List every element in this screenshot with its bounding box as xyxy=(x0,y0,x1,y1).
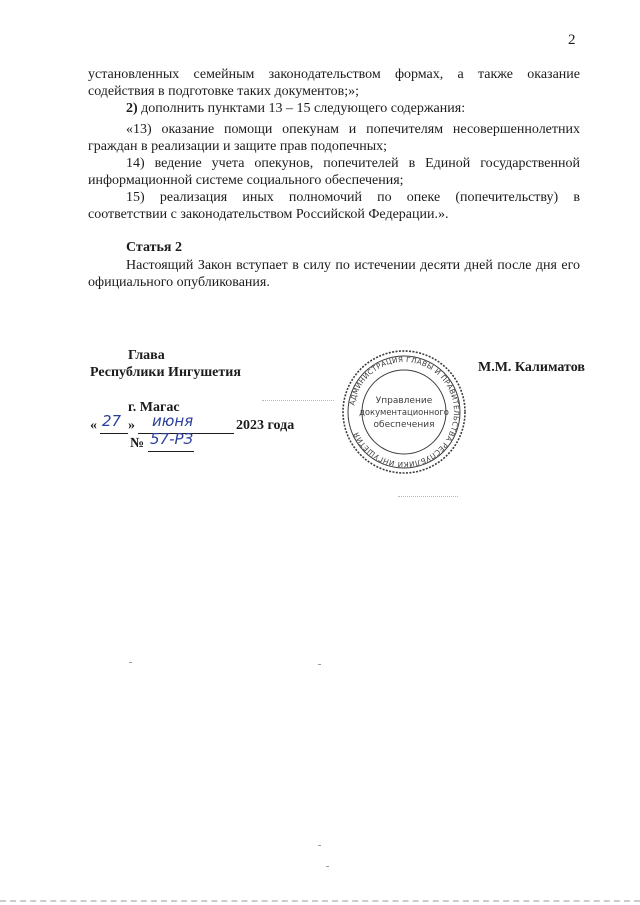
stamp-ring-text: АДМИНИСТРАЦИЯ ГЛАВЫ И ПРАВИТЕЛЬСТВА РЕСПУБЛИКИ ИНГУШЕТИЯ xyxy=(347,354,462,470)
number-underline xyxy=(148,451,194,452)
signatory-title-line-1: Глава xyxy=(128,348,165,363)
signature-trace xyxy=(262,400,334,401)
paragraph-2-text: дополнить пунктами 13 – 15 следующего содержания: xyxy=(137,101,466,116)
law-number-handwritten: 57-РЗ xyxy=(150,430,194,448)
stamp-line-1: Управление xyxy=(375,396,433,406)
signatory-title-line-2: Республики Ингушетия xyxy=(90,365,241,380)
date-year: 2023 года xyxy=(236,418,295,433)
stamp-line-2: документационного xyxy=(359,407,449,417)
scan-speck xyxy=(318,664,321,665)
paragraph-1-line-1: установленных семейным законодательством формах, а также оказание xyxy=(88,67,580,82)
article-2-text: Настоящий Закон вступает в силу по истечении десяти дней после дня его официального опубликования. xyxy=(88,258,580,290)
scan-speck xyxy=(129,662,132,663)
date-quote-open: « xyxy=(90,418,97,433)
day-underline xyxy=(100,433,128,434)
scan-artifact xyxy=(398,496,458,497)
number-prefix: № xyxy=(130,436,145,451)
scan-bottom-edge xyxy=(0,900,640,902)
stamp-line-3: обеспечения xyxy=(373,420,435,430)
scan-speck xyxy=(326,866,329,867)
date-month-handwritten: июня xyxy=(152,412,194,430)
scan-speck xyxy=(318,845,321,846)
date-quote-close: » xyxy=(128,418,135,433)
signatory-name: М.М. Калиматов xyxy=(478,360,585,375)
official-round-stamp xyxy=(340,348,468,476)
date-day-handwritten: 27 xyxy=(102,412,122,430)
paragraph-2 xyxy=(88,100,580,117)
paragraph-1-line-2: содействия в подготовке таких документов;»; xyxy=(88,84,359,99)
item-number: 2) xyxy=(126,101,138,116)
paragraph-1 xyxy=(88,66,580,100)
paragraph-item-13: «13) оказание помощи опекунам и попечителям несовершеннолетних граждан в реализации и защите прав подопечных; xyxy=(88,122,580,154)
page-number: 2 xyxy=(568,32,576,48)
article-2-title: Статья 2 xyxy=(126,240,182,255)
paragraph-item-14: 14) ведение учета опекунов, попечителей в Единой государственной информационной системе социального обеспечения; xyxy=(88,156,580,188)
paragraph-item-15: 15) реализация иных полномочий по опеке (попечительству) в соответствии с законодательством Российской Федерации.». xyxy=(88,190,580,222)
place: г. Магас xyxy=(128,400,180,415)
